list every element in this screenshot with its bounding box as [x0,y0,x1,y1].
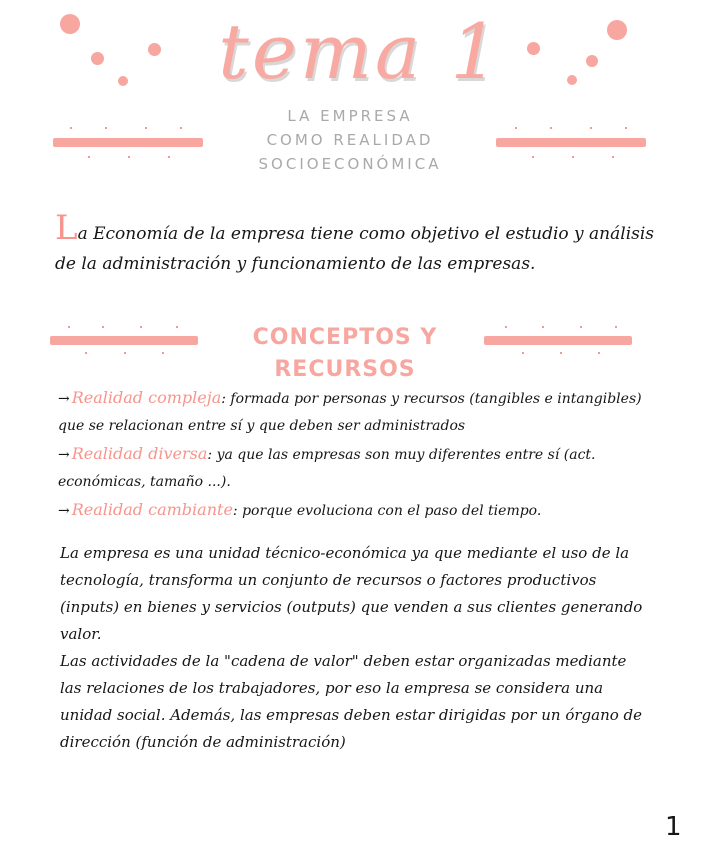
band-dot [68,326,70,328]
drop-letter: L [55,208,78,248]
list-item [58,440,648,496]
concept-text: ya que las empresas son muy diferentes entre sí (act. económicas, tamaño ...). [58,447,596,490]
section-band-left [50,336,198,345]
band-dot [522,352,524,354]
arrow-icon: → [58,391,70,407]
band-dot [598,352,600,354]
arrow-icon: → [58,447,70,463]
section-title: CONCEPTOS Y RECURSOS [252,325,438,382]
band-dot [580,326,582,328]
subtitle-line: COMO REALIDAD [266,131,434,149]
band-dot [532,156,534,158]
header-band-left [53,138,203,147]
concept-text: formada por personas y recursos (tangibles e intangibles) que se relacionan entre sí y que deben ser administrados [58,391,642,434]
decorative-dot [148,43,161,56]
band-dot [505,326,507,328]
band-dot [140,326,142,328]
band-dot [85,352,87,354]
decorative-dot [118,76,128,86]
page-number: 1 [665,812,682,842]
subtitle-line: LA EMPRESA [287,107,413,125]
concept-term: Realidad compleja [71,388,222,407]
band-dot [560,352,562,354]
body-text [60,540,650,756]
band-dot [180,127,182,129]
decorative-dot [60,14,80,34]
band-dot [550,127,552,129]
band-dot [572,156,574,158]
band-dot [590,127,592,129]
list-item [58,384,648,440]
band-dot [612,156,614,158]
page-subtitle [240,104,460,176]
list-item [58,496,648,525]
concept-separator: : [221,391,231,407]
intro-paragraph [55,208,655,279]
arrow-icon: → [58,503,70,519]
intro-text: a Economía de la empresa tiene como objetivo el estudio y análisis de la administración y funcionamiento de las empresas. [55,224,655,274]
band-dot [128,156,130,158]
band-dot [124,352,126,354]
concept-separator: : [207,447,217,463]
section-band-right [484,336,632,345]
band-dot [88,156,90,158]
band-dot [542,326,544,328]
band-dot [615,326,617,328]
concept-list [58,384,648,525]
band-dot [102,326,104,328]
concept-separator: : [232,503,243,519]
subtitle-line: SOCIOECONÓMICA [258,155,442,173]
band-dot [515,127,517,129]
band-dot [625,127,627,129]
decorative-dot [567,75,577,85]
header-band-right [496,138,646,147]
paragraph: Las actividades de la "cadena de valor" deben estar organizadas mediante las relaciones de los trabajadores, por eso la empresa se considera una unidad social. Además, las empresas deben estar dirigidas por un órgano de dirección (función de administración) [60,652,643,751]
page-title: tema 1 [218,7,502,96]
band-dot [70,127,72,129]
band-dot [105,127,107,129]
band-dot [168,156,170,158]
concept-term: Realidad diversa [71,444,208,463]
decorative-dot [607,20,627,40]
concept-term: Realidad cambiante [71,500,233,519]
band-dot [162,352,164,354]
paragraph: La empresa es una unidad técnico-económica ya que mediante el uso de la tecnología, transforma un conjunto de recursos o factores productivos (inputs) en bienes y servicios (outputs) que venden a sus clientes generando valor. [60,544,643,643]
decorative-dot [91,52,104,65]
concept-text: porque evoluciona con el paso del tiempo. [242,503,542,519]
decorative-dot [586,55,598,67]
band-dot [145,127,147,129]
band-dot [176,326,178,328]
